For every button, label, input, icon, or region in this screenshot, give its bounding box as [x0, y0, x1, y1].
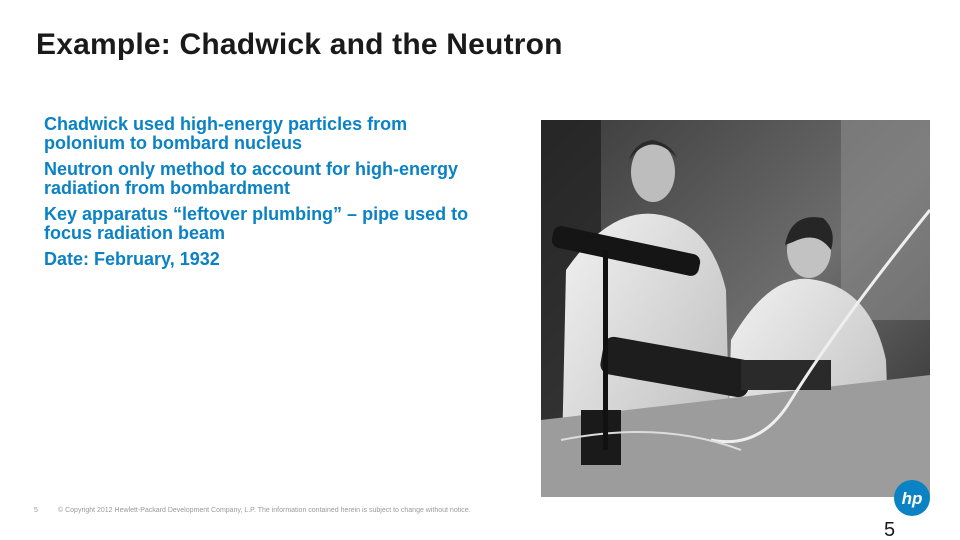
slide-title: Example: Chadwick and the Neutron [36, 28, 563, 61]
bullet-item: Chadwick used high-energy particles from polonium to bombard nucleus [44, 114, 408, 153]
footer-slide-number: 5 [34, 507, 38, 514]
bullet-item: Date: February, 1932 [44, 249, 220, 269]
hp-logo-text: hp [901, 489, 923, 508]
bullet-list [44, 115, 484, 276]
scientists-photo [541, 120, 930, 497]
page-number: 5 [884, 519, 896, 540]
copyright-notice: © Copyright 2012 Hewlett-Packard Development Company, L.P. The information contained herein is subject to change without notice. [58, 507, 471, 514]
bullet-item: Neutron only method to account for high-energy radiation from bombardment [44, 159, 458, 198]
bullet-item: Key apparatus “leftover plumbing” – pipe used to focus radiation beam [44, 204, 469, 243]
hp-logo [893, 479, 931, 517]
